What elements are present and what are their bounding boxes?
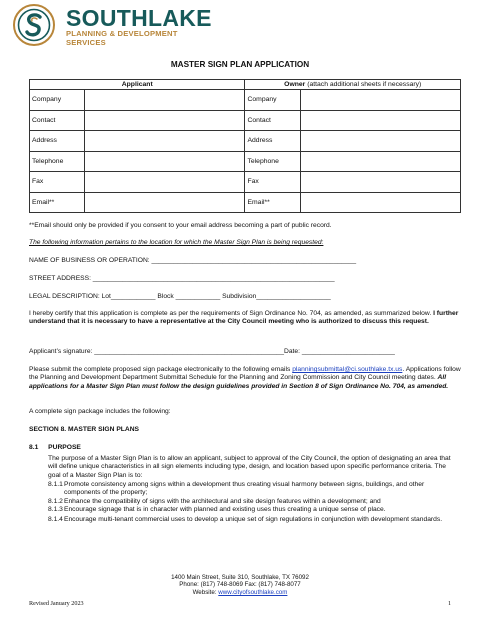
owner-fax-field[interactable] <box>300 172 460 193</box>
business-name-field[interactable]: NAME OF BUSINESS OR OPERATION: _______________________________________________________ <box>29 257 357 264</box>
footer-phone: Phone: (817) 748-8069 Fax: (817) 748-8077 <box>179 581 301 589</box>
logo-wordmark: SOUTHLAKE <box>66 5 212 31</box>
submission-part1: Please submit the complete proposed sign package electronically to the following emails <box>29 366 291 373</box>
table-row <box>30 172 461 193</box>
list-item-text: Enhance the compatibility of signs with the architectural and site design features within a development; and <box>64 498 381 505</box>
applicant-email-label: Email** <box>30 192 85 213</box>
list-item <box>48 481 458 497</box>
owner-address-field[interactable] <box>300 131 460 152</box>
southlake-logo-icon <box>6 3 64 47</box>
owner-email-field[interactable] <box>300 192 460 213</box>
certification-text <box>29 310 461 327</box>
certification-part2: I further understand that it is necessary to have a representative at the City Council meeting who is authorized to discuss this request. <box>29 310 459 326</box>
location-note: The following information pertains to the location for which the Master Sign Plan is being requested: <box>29 239 324 246</box>
list-item-text: Promote consistency among signs within a development thus creating visual harmony between signs, buildings, and other components of the property; <box>64 481 425 497</box>
owner-company-field[interactable] <box>300 90 460 111</box>
package-intro: A complete sign package includes the following: <box>29 408 171 415</box>
website-link[interactable]: www.cityofsouthlake.com <box>218 588 288 596</box>
owner-fax-label: Fax <box>245 172 300 193</box>
applicant-company-label: Company <box>30 90 85 111</box>
table-header-row <box>30 80 461 90</box>
submission-part3: All applications for a Master Sign Plan must follow the design guidelines provided in Section 8 of Sign Ordinance No. 704, as amended. <box>29 374 449 390</box>
purpose-paragraph: The purpose of a Master Sign Plan is to allow an applicant, subject to approval of the City Council, the option of designating an area that will define unique characteristics in all sign elements including type, design, and location based upon specific performance criteria. The goal of a Master Sign Plan is to: <box>48 455 451 479</box>
applicant-company-field[interactable] <box>85 90 245 111</box>
street-address-field[interactable]: STREET ADDRESS: _________________________________________________________________ <box>29 275 335 282</box>
subsection-title: PURPOSE <box>48 444 81 451</box>
table-row <box>30 192 461 213</box>
submittal-email-link[interactable]: planningsubmittal@ci.southlake.tx.us <box>292 366 403 373</box>
list-item-text: Encourage multi-tenant commercial uses to develop a unique set of sign regulations in conjunction with development standards. <box>64 516 443 523</box>
list-item <box>48 498 458 506</box>
table-row <box>30 131 461 152</box>
signature-line[interactable]: Applicant’s signature: ___________________________________________________Date: _________________________ <box>29 348 395 355</box>
revision-date: Revised January 2023 <box>29 600 84 607</box>
section-heading: SECTION 8. MASTER SIGN PLANS <box>29 426 139 433</box>
subsection-number: 8.1 <box>29 444 39 451</box>
footer-website-label: Website: <box>192 588 217 596</box>
legal-description-field[interactable]: LEGAL DESCRIPTION: Lot____________ Block ____________ Subdivision____________________ <box>29 293 331 300</box>
logo-subtitle-line2: SERVICES <box>66 37 106 47</box>
owner-contact-label: Contact <box>245 110 300 131</box>
list-item-number: 8.1.2 <box>48 498 63 505</box>
applicant-fax-field[interactable] <box>85 172 245 193</box>
page-number: 1 <box>448 600 452 607</box>
table-row <box>30 110 461 131</box>
list-item <box>48 514 458 534</box>
owner-contact-field[interactable] <box>300 110 460 131</box>
applicant-contact-label: Contact <box>30 110 85 131</box>
applicant-address-label: Address <box>30 131 85 152</box>
applicant-contact-field[interactable] <box>85 110 245 131</box>
applicant-telephone-field[interactable] <box>85 151 245 172</box>
applicant-fax-label: Fax <box>30 172 85 193</box>
list-item-number: 8.1.1 <box>48 481 63 488</box>
owner-telephone-field[interactable] <box>300 151 460 172</box>
submission-instructions: Please submit the complete proposed sign package electronically to the following emails planningsubmittal@ci.southlake.tx.us. Applications follow the Planning and Development Department Submittal Schedule for the Planning and Zoning Commission and City Council meeting dates. All applications for a Master Sign Plan must follow the design guidelines provided in Section 8 of Sign Ordinance No. 704, as amended. <box>29 366 461 390</box>
owner-header <box>245 80 461 90</box>
applicant-email-field[interactable] <box>85 192 245 213</box>
list-item-text: Encourage signage that is in character with planned and existing uses thus creating a unique sense of place. <box>64 506 386 513</box>
footer-website <box>0 589 480 596</box>
submission-part2: Applications follow the Planning and Development Department Submittal Schedule for the Planning and Zoning Commission and City Council meeting dates. <box>29 366 461 382</box>
page-title: MASTER SIGN PLAN APPLICATION <box>170 60 310 69</box>
logo-subtitle-line1: PLANNING & DEVELOPMENT <box>66 29 178 38</box>
list-item <box>48 506 458 514</box>
owner-header-note: (attach additional sheets if necessary) <box>307 81 422 88</box>
certification-part1: I hereby certify that this application is complete as per the requirements of Sign Ordinance No. 704, as amended, as summarized below. <box>29 310 432 317</box>
table-row <box>30 90 461 111</box>
applicant-address-field[interactable] <box>85 131 245 152</box>
owner-address-label: Address <box>245 131 300 152</box>
footer-address: 1400 Main Street, Suite 310, Southlake, TX 76092 <box>171 574 309 581</box>
owner-email-label: Email** <box>245 192 300 213</box>
list-item-number: 8.1.4 <box>48 516 63 523</box>
applicant-header: Applicant <box>30 80 245 90</box>
applicant-owner-table <box>29 79 461 213</box>
owner-company-label: Company <box>245 90 300 111</box>
logo-subtitle <box>66 30 178 47</box>
table-row <box>30 151 461 172</box>
subsection-heading <box>29 444 81 451</box>
owner-telephone-label: Telephone <box>245 151 300 172</box>
applicant-telephone-label: Telephone <box>30 151 85 172</box>
footer <box>0 574 480 596</box>
list-item-number: 8.1.3 <box>48 506 63 513</box>
email-disclaimer: **Email should only be provided if you consent to your email address becoming a part of public record. <box>29 222 332 229</box>
owner-header-label: Owner <box>284 81 306 88</box>
